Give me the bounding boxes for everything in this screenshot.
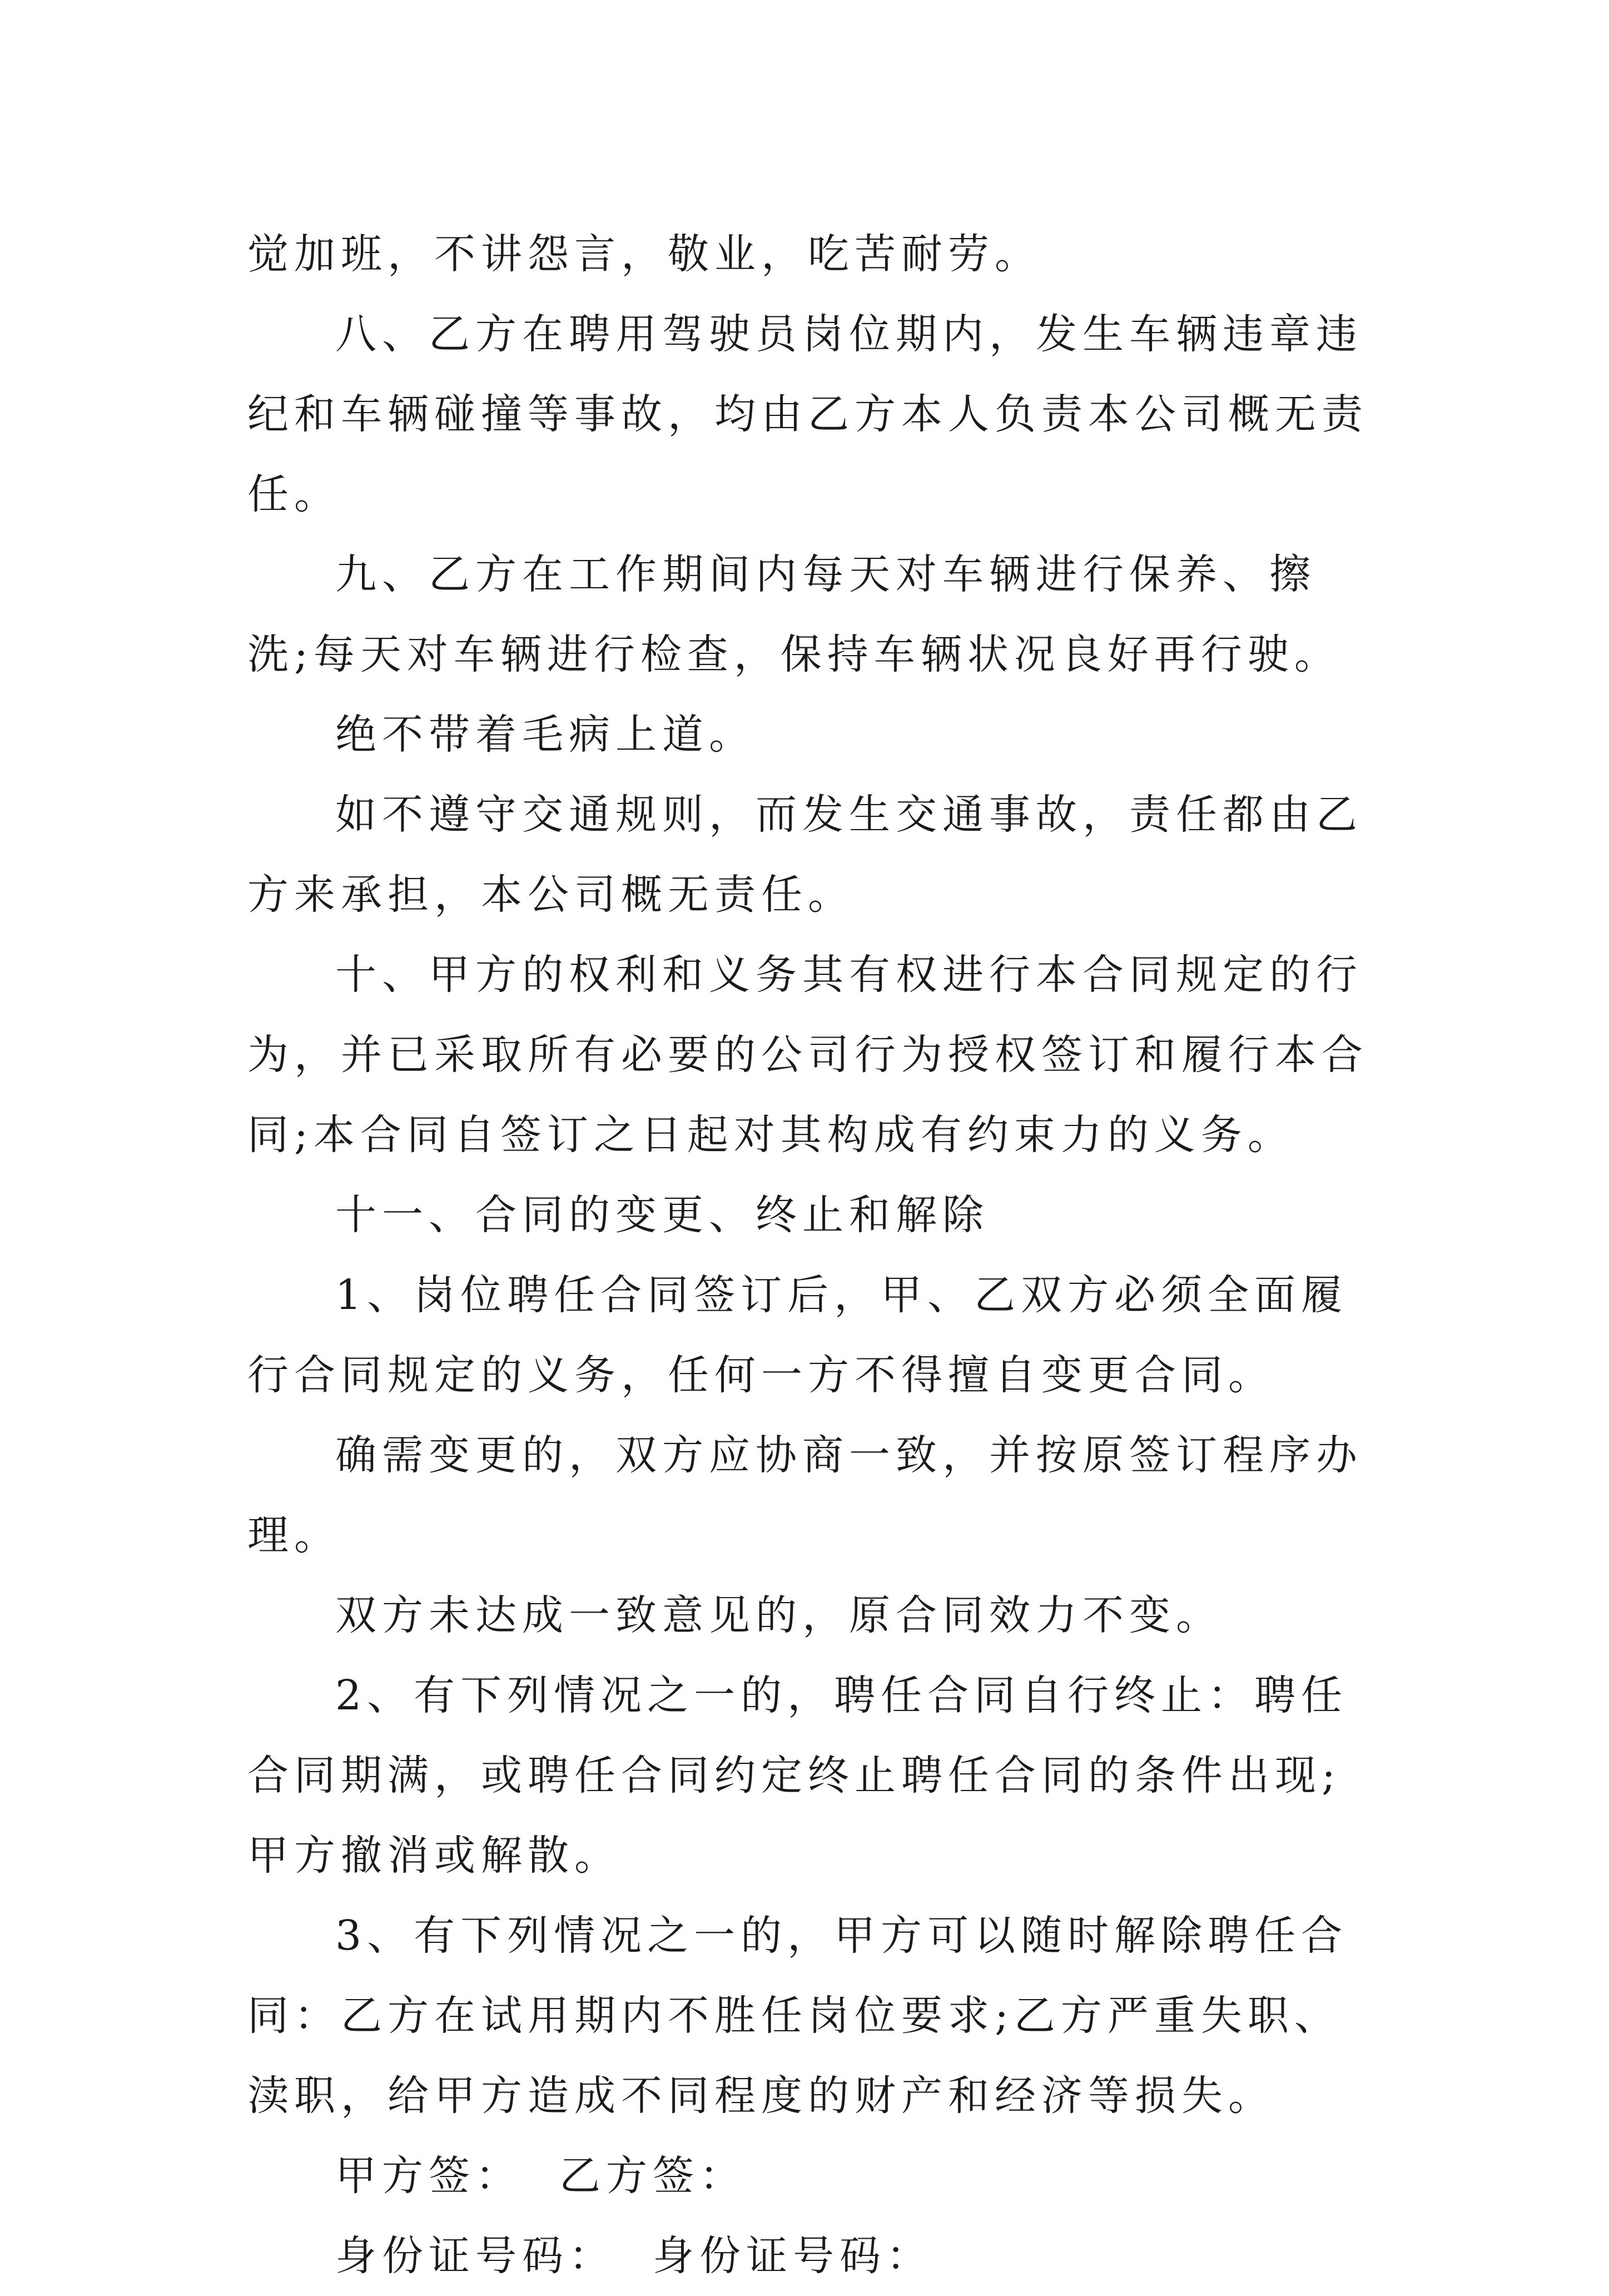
paragraph-item-1: 1、岗位聘任合同签订后，甲、乙双方必须全面履行合同规定的义务，任何一方不得擅自变更合同。 [247,1271,1348,1399]
paragraph: 觉加班，不讲怨言，敬业，吃苦耐劳。 [247,230,1041,278]
paragraph: 如不遵守交通规则，而发生交通事故，责任都由乙方来承担，本公司概无责任。 [247,791,1363,919]
paragraph-item-3: 3、有下列情况之一的，甲方可以随时解除聘任合同：乙方在试用期内不胜任岗位要求;乙方严重失职、渎职，给甲方造成不同程度的财产和经济等损失。 [247,1912,1348,2120]
paragraph-item-2: 2、有下列情况之一的，聘任合同自行终止：聘任合同期满，或聘任合同约定终止聘任合同的条件出现;甲方撤消或解散。 [247,1672,1348,1880]
document-body [247,214,1382,2296]
paragraph: 双方未达成一致意见的，原合同效力不变。 [335,1591,1223,1639]
section-heading-clause-11: 十一、合同的变更、终止和解除 [335,1191,989,1239]
signature-line: 甲方签： 乙方签： [335,2152,747,2200]
paragraph-clause-9: 九、乙方在工作期间内每天对车辆进行保养、擦洗;每天对车辆进行检查，保持车辆状况良好再行驶。 [247,551,1341,678]
id-number-line: 身份证号码： 身份证号码： [335,2232,933,2280]
paragraph: 绝不带着毛病上道。 [335,711,756,758]
paragraph-clause-10: 十、甲方的权利和义务其有权进行本合同规定的行为，并已采取所有必要的公司行为授权签订和履行本合同;本合同自签订之日起对其构成有约束力的义务。 [247,951,1368,1159]
paragraph-clause-8: 八、乙方在聘用驾驶员岗位期内，发生车辆违章违纪和车辆碰撞等事故，均由乙方本人负责本公司概无责任。 [247,310,1368,518]
paragraph: 确需变更的，双方应协商一致，并按原签订程序办理。 [247,1431,1363,1559]
